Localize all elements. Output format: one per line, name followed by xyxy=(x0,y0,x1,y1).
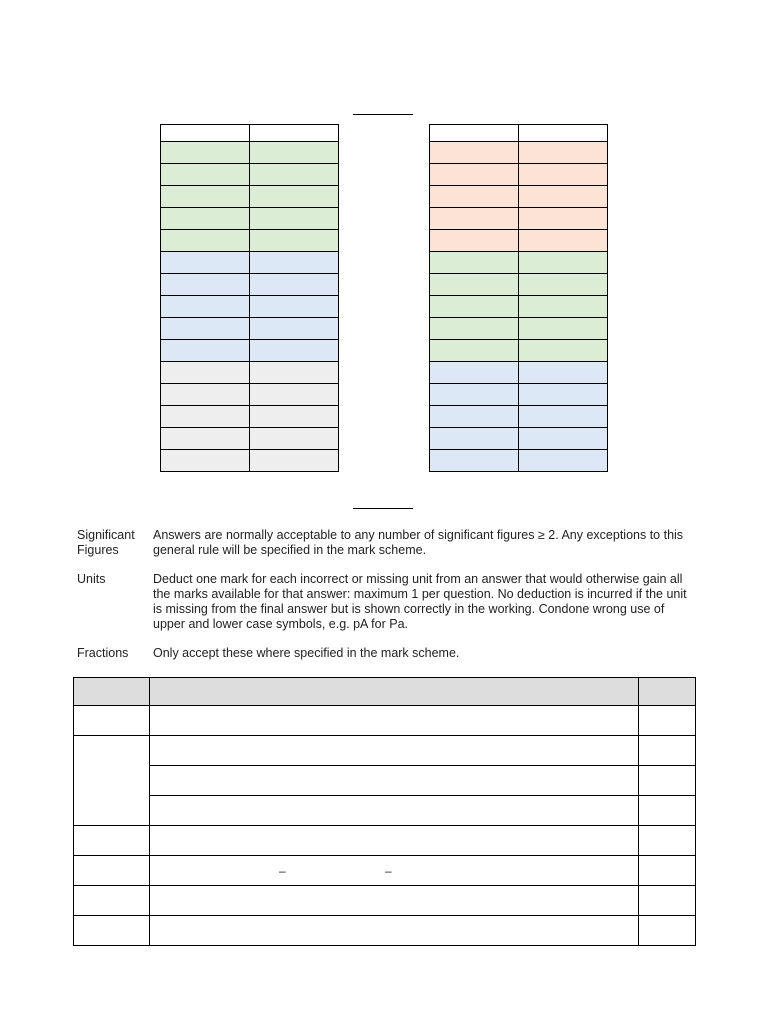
grid-row xyxy=(430,428,608,450)
grid-row xyxy=(161,186,339,208)
grid-row xyxy=(430,450,608,472)
grid-row xyxy=(161,142,339,164)
table-row xyxy=(74,706,696,736)
grid-row xyxy=(430,208,608,230)
note-term: Fractions xyxy=(77,646,129,660)
marks-column-header xyxy=(639,678,696,706)
grid-row xyxy=(430,406,608,428)
grid-row xyxy=(430,384,608,406)
table-row xyxy=(74,766,696,796)
marking-notes xyxy=(77,528,697,675)
grid-row xyxy=(430,230,608,252)
middle-heading-rule xyxy=(353,508,413,509)
note-significant-figures xyxy=(77,528,697,558)
table-row xyxy=(74,916,696,946)
grid-row xyxy=(161,384,339,406)
grid-row xyxy=(161,252,339,274)
grid-row xyxy=(161,164,339,186)
grid-row xyxy=(161,318,339,340)
note-text: Only accept these where specified in the mark scheme. xyxy=(153,646,460,660)
grid-header-row xyxy=(430,125,608,142)
mark-table-header xyxy=(74,678,696,706)
table-row xyxy=(74,826,696,856)
grid-row xyxy=(161,230,339,252)
grid-row xyxy=(161,428,339,450)
table-row xyxy=(74,736,696,766)
grid-header-row xyxy=(161,125,339,142)
note-term: Significant Figures xyxy=(77,528,135,557)
grid-row xyxy=(430,142,608,164)
answer-grid-left xyxy=(160,124,339,472)
note-units xyxy=(77,572,697,632)
note-fractions xyxy=(77,646,697,661)
grid-row xyxy=(161,340,339,362)
grid-row xyxy=(430,296,608,318)
answer-cell-with-dashes xyxy=(150,856,639,886)
note-text: Answers are normally acceptable to any number of significant figures ≥ 2. Any exceptions to this general rule will be specified in the mark scheme. xyxy=(153,528,684,557)
grid-row xyxy=(430,252,608,274)
table-row xyxy=(74,796,696,826)
grid-row xyxy=(161,450,339,472)
mark-scheme-table xyxy=(73,677,696,946)
dash-mark: – xyxy=(385,864,392,878)
grid-row xyxy=(161,406,339,428)
grid-row xyxy=(430,186,608,208)
answer-column-header xyxy=(150,678,639,706)
grid-row xyxy=(430,274,608,296)
grid-row xyxy=(430,318,608,340)
top-heading-rule xyxy=(353,114,413,115)
grid-row xyxy=(161,208,339,230)
grid-row xyxy=(161,362,339,384)
table-row xyxy=(74,856,696,886)
answer-grid-right xyxy=(429,124,608,472)
dash-mark: – xyxy=(279,864,286,878)
grid-row xyxy=(430,362,608,384)
table-row xyxy=(74,886,696,916)
question-column-header xyxy=(74,678,150,706)
note-term: Units xyxy=(77,572,106,586)
grid-row xyxy=(430,340,608,362)
grid-row xyxy=(161,296,339,318)
note-text: Deduct one mark for each incorrect or missing unit from an answer that would otherwise gain all the marks available for that answer: maximum 1 per question. No deduction is incurred if the unit is missing from the final answer but is shown correctly in the working. Condone wrong use of upper and lower case symbols, e.g. pA for Pa. xyxy=(153,572,687,631)
grid-row xyxy=(430,164,608,186)
grid-row xyxy=(161,274,339,296)
